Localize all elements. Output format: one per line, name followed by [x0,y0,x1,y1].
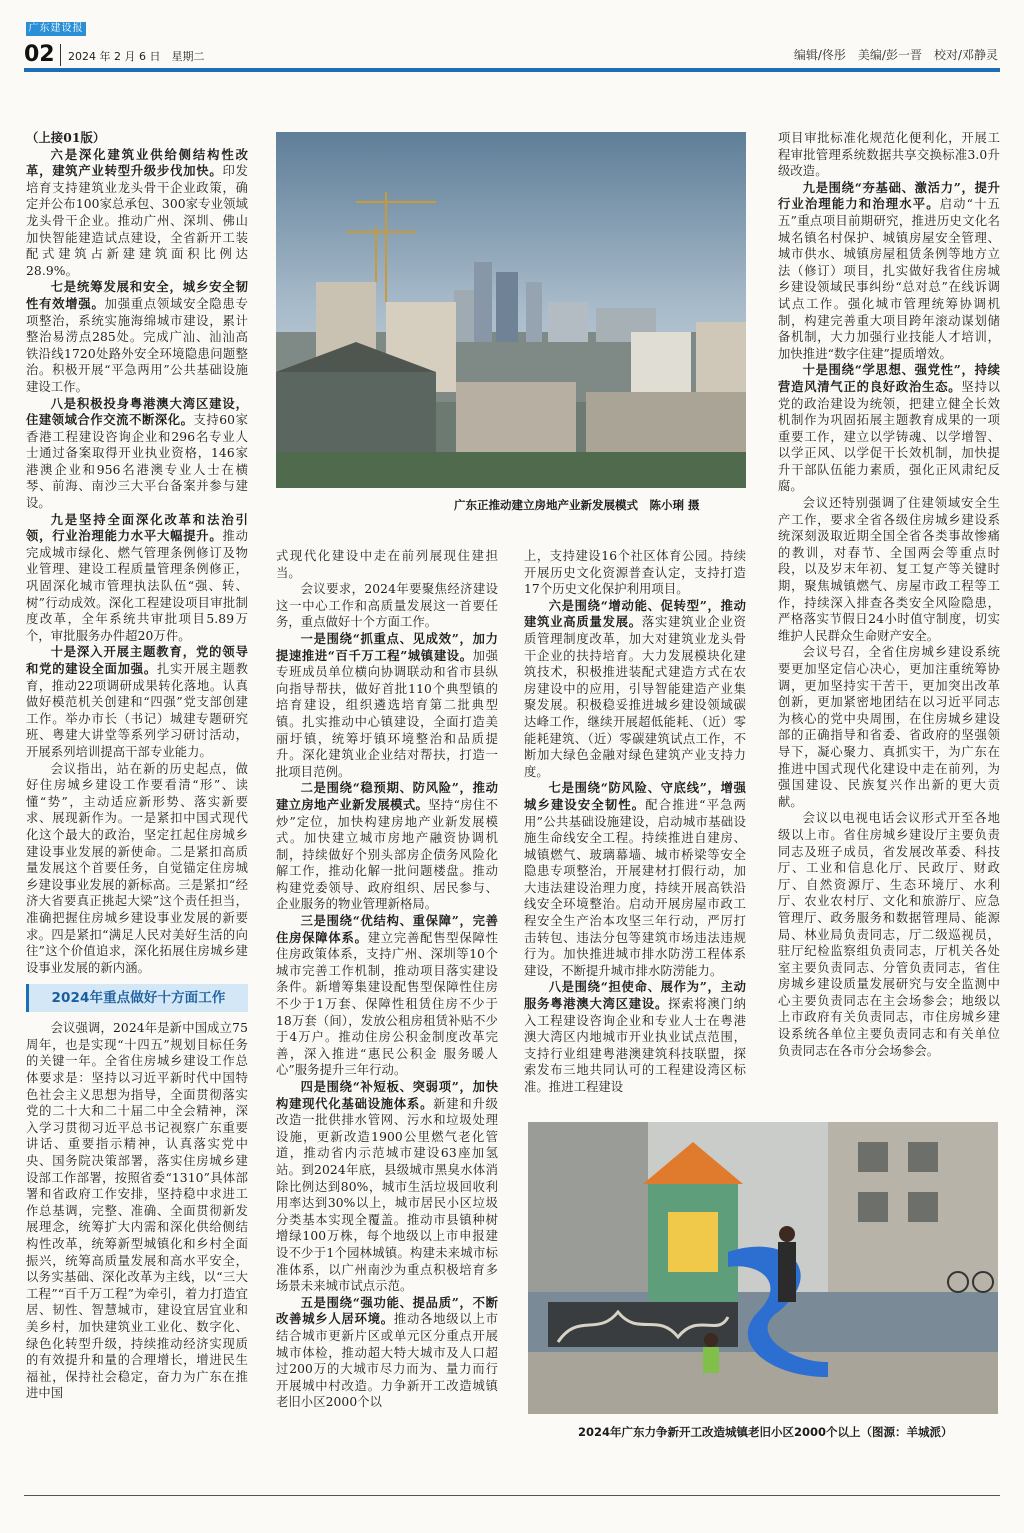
skyline-illustration [276,132,746,488]
paragraph: 二是围绕“稳预期、防风险”，推动建立房地产业新发展模式。坚持“房住不炒”定位，加快构建房地产业新发展模式。加快建立城市房地产融资协调机制，持续做好个别头部房企债务风险化解工作，推动化解一批问题楼盘。推动构建党委领导、政府组织、居民参与、企业服务的物业管理新格局。 [276,780,499,912]
paragraph: 八是积极投身粤港澳大湾区建设，住建领域合作交流不断深化。支持60家香港工程建设咨询企业和296名专业人士通过备案取得开业执业资格，146家港澳企业和956名港澳专业人士在横琴、前海、南沙三大平台备案并参与建设。 [26,395,248,511]
paragraph: 十是深入开展主题教育，党的领导和党的建设全面加强。扎实开展主题教育，推动22项调研成果转化落地。认真做好模范机关创建和“四强”党支部创建工作。举办市长（书记）城建专题研究班、粤建大讲堂等系列学习研讨活动，开展系列培训提高干部专业能力。 [26,644,248,759]
paragraph: 十是围绕“学思想、强党性”，持续营造风清气正的良好政治生态。坚持以党的政治建设为统领，把建立健全长效机制作为巩固拓展主题教育成果的一项重要工作，建立以学铸魂、以学增智、以学正风、以学促干长效机制，加快提升干部队伍能力素质，强化正风肃纪反腐。 [778,362,1000,494]
issue-date: 2024 年 2 月 6 日 星期二 [68,50,205,63]
paragraph: 会议指出，站在新的历史起点，做好住房城乡建设工作要看清“形”、读懂“势”，主动适应新形势、落实新要求、展现新作为。一是紧扣中国式现代化这个最大的政治，坚定扛起住房城乡建设事业发展的新使命。二是紧扣高质量发展这个首要任务，自觉锚定住房城乡建设事业发展的新标高。三是紧扣“经济大省要真正挑起大梁”这个责任担当，准确把握住房城乡建设事业发展的新要求。四是紧扣“满足人民对美好生活的向往”这个价值追求，深化拓展住房城乡建设事业发展的新内涵。 [26,761,248,975]
editor-credits: 编辑/佟彤 美编/彭一晋 校对/邓静灵 [793,48,998,62]
page-number: 02 [24,42,55,67]
skyline-photo [276,132,746,488]
photo-caption: 2024年广东力争新开工改造城镇老旧小区2000个以上（图源：羊城派） [578,1425,953,1439]
header-divider [60,44,61,66]
paragraph: 四是围绕“补短板、突弱项”，加快构建现代化基础设施体系。新建和升级改造一批供排水管网、污水和垃圾处理设施，更新改造1900公里燃气老化管道，推动省内示范城市建设63座加氢站。到2024年底，县级城市黑臭水体消除比例达到80%，城市生活垃圾回收利用率达到30%以上，城市居民小区垃圾分类基本实现全覆盖。推动市县镇种树增绿100万株，每个地级以上市申报建设不少于1个园林城镇。构建未来城市标准体系，以广州南沙为重点积极培育多场景未来城市试点示范。 [276,1079,498,1294]
article-column-1 [26,130,248,1402]
section-heading: 2024年重点做好十方面工作 [26,984,248,1012]
article-column-2 [276,548,498,1411]
paragraph: 式现代化建设中走在前列展现住建担当。 [276,549,498,580]
paragraph: 一是围绕“抓重点、见成效”，加力提速推进“百千万工程”城镇建设。加强专班成员单位横向协调联动和省市县纵向指导帮扶，做好首批110个典型镇的培育建设，组织遴选培育第二批典型镇。扎实推动中心镇建设，全面打造美丽圩镇，统筹圩镇环境整治和品质提升。深化建筑业企业结对帮扶，打造一批项目范例。 [276,630,498,779]
paragraph: 会议要求，2024年要聚焦经济建设这一中心工作和高质量发展这一首要任务，重点做好十个方面工作。 [276,582,498,630]
paragraph: 会议强调，2024年是新中国成立75周年，也是实现“十四五”规划目标任务的关键一年。全省住房城乡建设工作总体要求是：坚持以习近平新时代中国特色社会主义思想为指导，全面贯彻落实党的二十大和二十届二中全会精神，深入学习贯彻习近平总书记视察广东重要讲话、重要指示精神，认真落实党中央、国务院决策部署，落实住房城乡建设部工作部署，按照省委“1310”具体部署和省政府工作安排，坚持稳中求进工作总基调，完整、准确、全面贯彻新发展理念，统筹扩大内需和深化供给侧结构性改革，统筹新型城镇化和乡村全面振兴，统筹高质量发展和高水平安全，以务实基础、深化改革为主线，以“三大工程”“百千万工程”为牵引，着力打造宜居、韧性、智慧城市，建设宜居宜业和美乡村，加快建筑业工业化、数字化、绿色化转型升级，持续推动经济实现质的有效提升和量的合理增长，增进民生福祉，保持社会稳定，奋力为广东在推进中国 [26,1021,248,1401]
paragraph: 会议号召，全省住房城乡建设系统要更加坚定信心决心，更加注重统筹协调，更加坚持实干苦干，更加突出改革创新，更加紧密地团结在以习近平同志为核心的党中央周围，在住房城乡建设部的正确指导和省委、省政府的坚强领导下，凝心聚力、真抓实干，为广东在推进中国式现代化建设中走在前列，为强国建设、民族复兴作出新的更大贡献。 [778,645,1000,809]
paragraph: 会议以电视电话会议形式开至各地级以上市。省住房城乡建设厅主要负责同志及班子成员，省发展改革委、科技厅、工业和信息化厅、民政厅、财政厅、自然资源厅、生态环境厅、水利厅、农业农村厅、文化和旅游厅、应急管理厅、政务服务和数据管理局、能源局、林业局负责同志，厅二级巡视员，驻厅纪检监察组负责同志，厅机关各处室主要负责同志、分管负责同志，省住房城乡建设质量发展研究与安全监测中心主要负责同志在主会场参会；地级以上市政府有关负责同志，市住房城乡建设系统各单位主要负责同志和有关单位负责同志在各市分会场参会。 [778,811,1000,1058]
paragraph: 上，支持建设16个社区体育公园。持续开展历史文化资源普查认定，支持打造17个历史文化保护利用项目。 [524,549,746,597]
page-header [0,0,1024,75]
article-column-4 [778,130,1000,1059]
paragraph: 九是围绕“夯基础、激活力”，提升行业治理能力和治理水平。启动“十五五”重点项目前期研究，推进历史文化名城名镇名村保护、城镇房屋安全管理、城市供水、城镇房屋租赁条例等地方立法（修订）项目，扎实做好我省住房城乡建设领域民事纠纷“总对总”在线诉调试点工作。强化城市管理统筹协调机制，构建完善重大项目跨年滚动谋划储备机制，大力加强行业技能人才培训，加快推进“数字住建”提质增效。 [778,179,1000,361]
paragraph: 九是坚持全面深化改革和法治引领，行业治理能力水平大幅提升。推动完成城市绿化、燃气管理条例修订及物业管理、建设工程质量管理条例修正，巩固深化城市管理执法队伍“强、转、树”行动成效。深化工程建设项目审批制度改革，全年系统共审批项目5.89万个，审批服务办件超20万件。 [26,511,248,643]
footer-rule [24,1495,1000,1496]
playground-illustration [528,1122,998,1414]
paragraph: 六是围绕“增动能、促转型”，推动建筑业高质量发展。落实建筑业企业资质管理制度改革，加大对建筑业龙头骨干企业的扶持培育。大力发展模块化建筑技术，积极推进装配式建造方式在农房建设中的应用，引导智能建造产业集聚发展。积极稳妥推进城乡建设领域碳达峰工作，继续开展超低能耗、（近）零能耗建筑、（近）零碳建筑试点工作，不断加大绿色金融对绿色建筑产业支持力度。 [524,597,746,779]
photo-caption: 广东正推动建立房地产业新发展模式 陈小琍 摄 [454,498,700,512]
header-rule [24,68,1000,72]
paragraph: 会议还特别强调了住建领域安全生产工作，要求全省各级住房城乡建设系统深刻汲取近期全国全省各类事故惨痛的教训，对春节、全国两会等重点时段，以及岁末年初、复工复产等关键时期，聚焦城镇燃气、房屋市政工程等工作，持续深入排查各类安全风险隐患，严格落实节假日24小时值守制度，切实维护人民群众生命财产安全。 [778,496,1000,643]
paragraph: 五是围绕“强功能、提品质”，不断改善城乡人居环境。推动各地级以上市结合城市更新片区或单元区分重点开展城市体检，推动超大特大城市及人口超过200万的大城市尽力而为、量力而行开展城中村改造。力争新开工改造城镇老旧小区2000个以 [276,1294,498,1410]
playground-photo [528,1122,998,1414]
paragraph: 七是统筹发展和安全，城乡安全韧性有效增强。加强重点领域安全隐患专项整治，系统实施海绵城市建设，累计整治易涝点285处。完成广汕、汕汕高铁沿线1720处路外安全环境隐患问题整治。积极开展“平急两用”公共基础设施建设工作。 [26,279,248,394]
paragraph: 三是围绕“优结构、重保障”，完善住房保障体系。建立完善配售型保障性住房政策体系，支持广州、深圳等10个城市完善工作机制，推动项目落实建设条件。新增筹集建设配售型保障性住房不少于1万套、保障性租赁住房不少于18万套（间），发放公租房租赁补贴不少于4万户。推动住房公积金制度改革完善，深入推进“惠民公积金 服务暖人心”服务提升三年行动。 [276,913,498,1078]
paragraph: 项目审批标准化规范化便利化，开展工程审批管理系统数据共享交换标准3.0升级改造。 [778,131,1000,179]
masthead-logo: 广东建设报 [26,22,86,36]
paragraph: 七是围绕“防风险、守底线”，增强城乡建设安全韧性。配合推进“平急两用”公共基础设施建设，启动城市基础设施生命线安全工程。持续推进自建房、城镇燃气、玻璃幕墙、城市桥梁等安全隐患专项整治，开展建材打假行动，加大违法建设治理力度，持续开展高铁沿线安全环境整治。启动开展房屋市政工程安全生产治本攻坚三年行动，严厉打击转包、违法分包等建筑市场违法违规行为。加快推进城市排水防涝工程体系建设，不断提升城市排水防涝能力。 [524,780,746,978]
article-column-3 [524,548,746,1096]
paragraph: 八是围绕“担使命、展作为”，主动服务粤港澳大湾区建设。探索将澳门纳入工程建设咨询企业和专业人士在粤港澳大湾区内地城市开业执业试点范围，支持行业组建粤港澳建筑科技联盟，探索发布三地共同认可的工程建设湾区标准。推进工程建设 [524,979,746,1094]
continuation-note: （上接01版） [26,130,106,145]
paragraph: 六是深化建筑业供给侧结构性改革，建筑产业转型升级步伐加快。印发培育支持建筑业龙头骨干企业政策，确定并公布100家总承包、300家专业领域龙头骨干企业。推动广州、深圳、佛山加快智能建造试点建设，全省新开工装配式建筑占新建建筑面积比例达28.9%。 [26,146,248,278]
